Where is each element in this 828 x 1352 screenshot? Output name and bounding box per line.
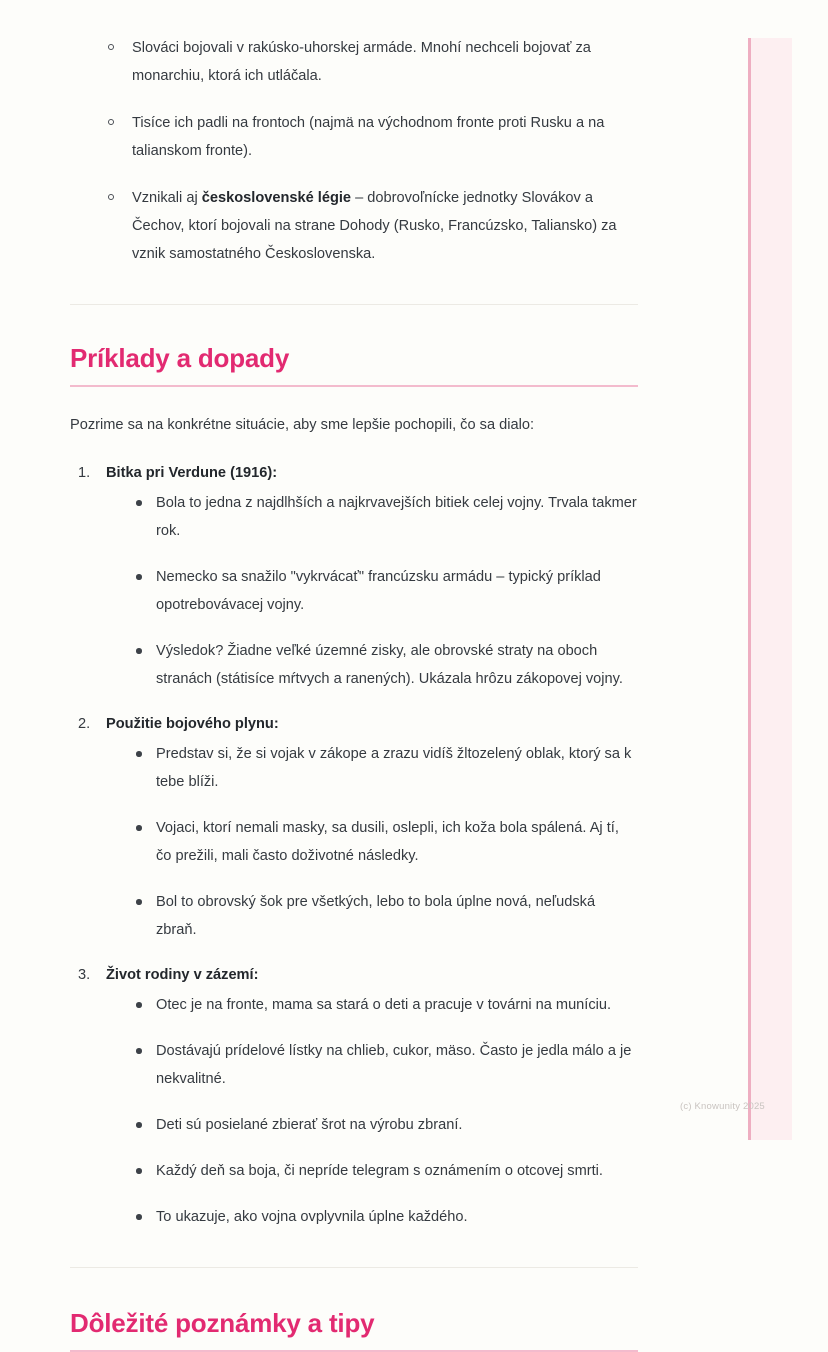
- spacer: [70, 387, 638, 411]
- list-item: [132, 814, 638, 870]
- notes-section-heading: Dôležité poznámky a tipy: [70, 1308, 375, 1338]
- spacer: [70, 268, 638, 304]
- list-item-text: To ukazuje, ako vojna ovplyvnila úplne každého.: [156, 1209, 468, 1225]
- page-edge-panel: [748, 38, 792, 1140]
- list-item-text: Slováci bojovali v rakúsko-uhorskej armáde. Mnohí nechceli bojovať za monarchiu, ktorá ich utláčala.: [132, 40, 591, 84]
- disc-bullet-icon: [136, 648, 142, 654]
- list-item-text: Vojaci, ktorí nemali masky, sa dusili, oslepli, ich koža bola spálená. Aj tí, čo prežili, mali často doživotné následky.: [156, 820, 619, 864]
- circle-bullet-icon: [108, 119, 114, 125]
- list-number: 3.: [78, 967, 91, 983]
- examples-numbered-list: [78, 459, 638, 1231]
- list-item: [132, 1037, 638, 1093]
- spacer: [70, 375, 638, 385]
- spacer: [70, 305, 638, 341]
- numbered-list-item: [78, 961, 638, 1231]
- sub-bullet-list: [132, 991, 638, 1231]
- sub-bullet-list: [132, 740, 638, 944]
- spacer: [70, 1268, 638, 1306]
- disc-bullet-icon: [136, 1122, 142, 1128]
- list-item-text-emphasis: československé légie: [201, 190, 352, 206]
- spacer: [70, 1231, 638, 1267]
- list-item-text: Každý deň sa boja, či nepríde telegram s oznámením o otcovej smrti.: [156, 1163, 603, 1179]
- list-item-text: Deti sú posielané zbierať šrot na výrobu zbraní.: [156, 1117, 463, 1133]
- disc-bullet-icon: [136, 1002, 142, 1008]
- list-item: [104, 34, 638, 90]
- list-item: [132, 1111, 638, 1139]
- disc-bullet-icon: [136, 500, 142, 506]
- list-item: [132, 740, 638, 796]
- numbered-list-item: [78, 459, 638, 693]
- list-item-text: Dostávajú prídelové lístky na chlieb, cukor, mäso. Často je jedla málo a je nekvalitné.: [156, 1043, 632, 1087]
- disc-bullet-icon: [136, 1214, 142, 1220]
- list-item: [104, 109, 638, 165]
- list-number: 1.: [78, 465, 91, 481]
- spacer: [70, 1340, 638, 1350]
- list-item-text: Predstav si, že si vojak v zákope a zrazu vidíš žltozelený oblak, ktorý sa k tebe blíži.: [156, 746, 632, 790]
- list-item: [132, 637, 638, 693]
- list-item: [132, 888, 638, 944]
- disc-bullet-icon: [136, 899, 142, 905]
- circle-bullet-icon: [108, 194, 114, 200]
- numbered-item-title: Bitka pri Verdune (1916):: [106, 465, 278, 481]
- numbered-item-title: Použitie bojového plynu:: [106, 716, 279, 732]
- list-item: [132, 1157, 638, 1185]
- list-item-text: Nemecko sa snažilo "vykrvácať" francúzsku armádu – typický príklad opotrebovávacej vojny.: [156, 569, 601, 613]
- continued-circle-list: [104, 34, 638, 268]
- circle-bullet-icon: [108, 44, 114, 50]
- list-item: [132, 489, 638, 545]
- list-item-text: Výsledok? Žiadne veľké územné zisky, ale obrovské straty na oboch stranách (státisíce mŕtvych a ranených). Ukázala hrôzu zákopovej vojny.: [156, 643, 623, 687]
- list-item-text: Otec je na fronte, mama sa stará o deti a pracuje v továrni na muníciu.: [156, 997, 612, 1013]
- page-edge-rule: [748, 38, 751, 1140]
- list-item: [132, 991, 638, 1019]
- top-spacer: [70, 0, 638, 34]
- list-item: [132, 1203, 638, 1231]
- list-item-text-tail: – dobrovoľnícke jednotky Slovákov a Čechov, ktorí bojovali na strane Dohody (Rusko, Francúzsko, Taliansko) za vznik samostatného Československa.: [132, 190, 617, 262]
- list-item: [104, 184, 638, 268]
- list-item-text: Tisíce ich padli na frontoch (najmä na východnom fronte proti Rusku a na talianskom fronte).: [132, 115, 605, 159]
- list-number: 2.: [78, 716, 91, 732]
- disc-bullet-icon: [136, 574, 142, 580]
- disc-bullet-icon: [136, 751, 142, 757]
- examples-intro-paragraph: Pozrime sa na konkrétne situácie, aby sme lepšie pochopili, čo sa dialo:: [70, 417, 534, 433]
- list-item: [132, 563, 638, 619]
- sub-bullet-list: [132, 489, 638, 693]
- numbered-item-title: Život rodiny v zázemí:: [106, 967, 259, 983]
- spacer: [70, 439, 638, 459]
- list-item-text-lead: Vznikali aj: [132, 190, 202, 206]
- list-item-text: Bola to jedna z najdlhších a najkrvavejších bitiek celej vojny. Trvala takmer rok.: [156, 495, 637, 539]
- list-item-text: Bol to obrovský šok pre všetkých, lebo to bola úplne nová, neľudská zbraň.: [156, 894, 596, 938]
- disc-bullet-icon: [136, 1048, 142, 1054]
- examples-section-heading: Príklady a dopady: [70, 343, 290, 373]
- numbered-list-item: [78, 710, 638, 944]
- disc-bullet-icon: [136, 825, 142, 831]
- copyright-watermark: (c) Knowunity 2025: [680, 1101, 765, 1112]
